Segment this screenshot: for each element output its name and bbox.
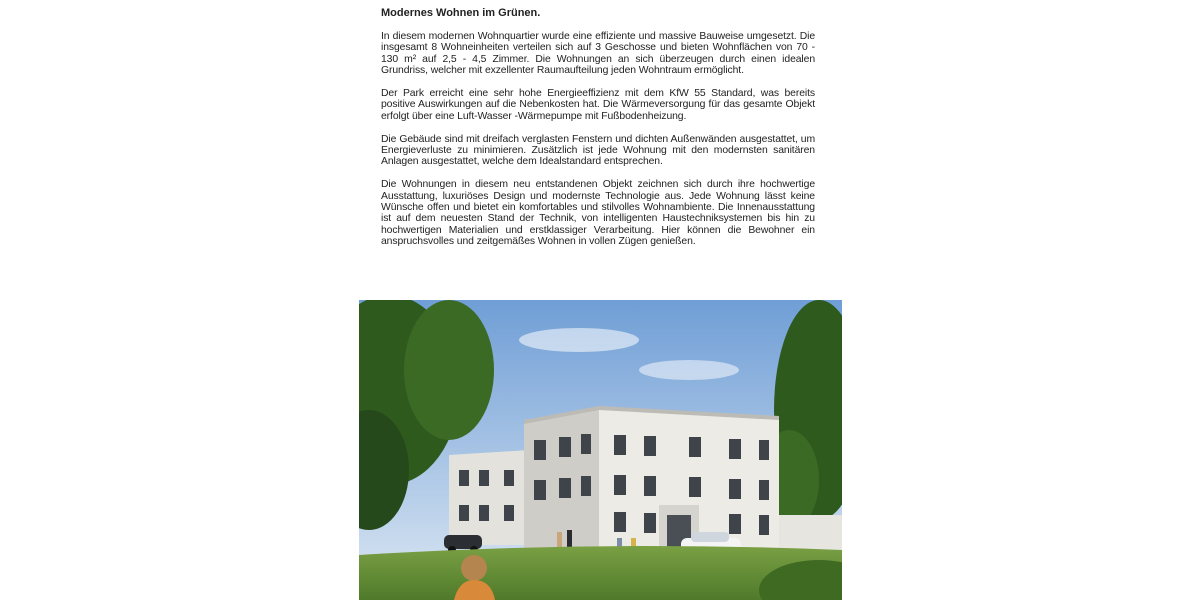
article bbox=[381, 6, 815, 259]
article-heading: Modernes Wohnen im Grünen. bbox=[381, 7, 541, 19]
left-building bbox=[449, 450, 529, 545]
building-rendering-image bbox=[359, 300, 842, 600]
article-paragraph-3: Die Gebäude sind mit dreifach verglasten Fenstern und dichten Außenwänden ausgestattet, um Energieverluste zu minimieren. Zusätzlich ist jede Wohnung mit den modernsten sanitären Anlagen ausgestattet, welche dem Idealstandard entsprechen. bbox=[381, 133, 815, 168]
article-paragraph-4: Die Wohnungen in diesem neu entstandenen Objekt zeichnen sich durch ihre hochwertige Ausstattung, luxuriöses Design und modernste Technologie aus. Jede Wohnung lässt keine Wünsche offen und bietet ein komfortables und stilvolles Wohnambiente. Die Innenausstattung ist auf dem neuesten Stand der Technik, von intelligenten Haustechniksystemen bis hin zu hochwertigen Materialien und erstklassiger Verarbeitung. Hier können die Bewohner ein anspruchsvolles und zeitgemäßes Wohnen in vollen Zügen genießen. bbox=[381, 179, 815, 248]
article-paragraph-1: In diesem modernen Wohnquartier wurde eine effiziente und massive Bauweise umgesetzt. Die insgesamt 8 Wohneinheiten verteilen sich auf 3 Geschosse und bieten Wohnflächen von 70 - 130 m² auf 2,5 - 4,5 Zimmer. Die Wohnungen an sich überzeugen durch einen idealen Grundriss, welcher mit exzellenter Raumaufteilung jeden Wohntraum ermöglicht. bbox=[381, 31, 815, 77]
article-paragraph-2: Der Park erreicht eine sehr hohe Energieeffizienz mit dem KfW 55 Standard, was bereits positive Auswirkungen auf die Nebenkosten hat. Die Wärmeversorgung für das gesamte Objekt erfolgt über eine Luft-Wasser -Wärmepumpe mit Fußbodenheizung. bbox=[381, 88, 815, 122]
